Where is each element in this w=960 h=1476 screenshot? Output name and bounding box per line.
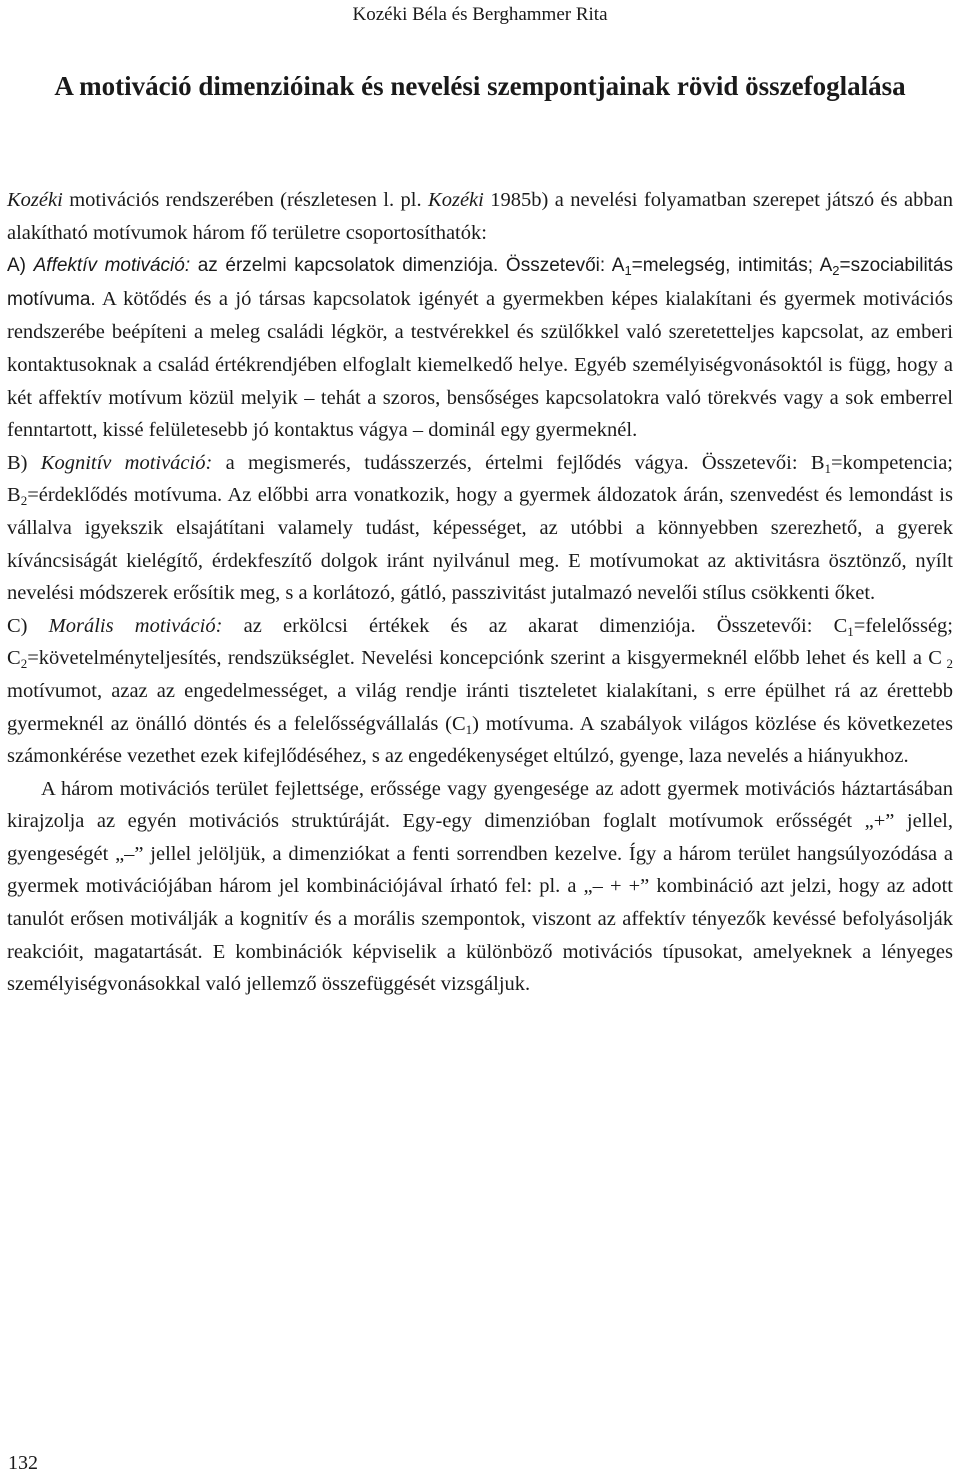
- subscript: 2: [20, 656, 28, 672]
- subscript: 1: [824, 460, 831, 476]
- running-header-authors: Kozéki Béla és Berghammer Rita: [352, 4, 608, 25]
- subscript: 1: [624, 263, 632, 279]
- label-c: C): [7, 614, 49, 637]
- text-run: A kötődés és a jó társas kapcsolatok igényét a gyermekben képes kialakítani és gyermek motivációs rendszerébe beépíteni a meleg családi légkör, a testvérekkel és szülőkkel való szeretetteljes kapcsolat, az emberi kontaktusoknak a család értékrendjében elfoglalt kiemelkedő helye. Egyéb személyiségvonásoktól is függ, hogy a két affektív motívum közül melyik – tehát a szoros, bensőséges kapcsolatokra való törekvés vagy a sok emberrel fenntartott, kissé felületesebb jó kontaktus vágya – dominál egy gyermeknél.: [7, 287, 953, 442]
- text-run: ) motívuma. A szabályok világos közlése és következetes számonkérése vezethet ezek kifejlődéséhez, s az engedékenységet eltúlzó, gyenge, laza nevelés a hiányukhoz.: [7, 712, 953, 768]
- label-a: A): [7, 255, 34, 277]
- term-affective: Affektív motiváció:: [33, 255, 191, 277]
- text-run: =szociabilitás motívuma.: [7, 255, 954, 310]
- text-run: az érzelmi kapcsolatok dimenziója. Összetevői: A: [190, 255, 625, 277]
- text-run: =melegség, intimitás; A: [631, 255, 833, 277]
- text-run: =követelményteljesítés, rendszükséglet. Nevelési koncepciónk szerint a kisgyermeknél előbb lehet és kell a C: [27, 647, 942, 670]
- paragraph-intro: [7, 184, 953, 249]
- text-run: a megismerés, tudásszerzés, értelmi fejlődés vágya. Összetevői: B: [212, 451, 825, 474]
- label-b: B): [7, 451, 41, 474]
- subscript: 1: [847, 623, 854, 639]
- subscript: 2: [832, 263, 840, 279]
- author-ref: Kozéki: [428, 189, 484, 211]
- text-run: motivációs rendszerében (részletesen l. pl.: [62, 189, 429, 211]
- text-run: Az előbbi arra vonatkozik, hogy a gyermek áldozatok árán, szenvedést és lemondást is vállalva igyekszik elsajátítani valamely tudást, képességet, az utóbbi a könnyebben szerezhető, a gyerek kíváncsiságát kielégítő, érdekfeszítő dolgok iránt nyilvánul meg. E motívumokat az aktivitásra ösztönző, nyílt nevelési módszerek erősítik meg, s a korlátozó, gátló, passzivitást jutalmazó nevelői stílus csökkenti őket.: [7, 484, 953, 605]
- page-number: 132: [8, 1452, 38, 1474]
- paragraph-cognitive: [7, 447, 953, 610]
- body-text: [7, 184, 953, 1001]
- text-run: 1985b) a nevelési folyamatban szerepet játszó és abban alakítható motívumok három fő területre csoportosíthatók:: [7, 189, 953, 244]
- term-moral: Morális motiváció:: [48, 614, 223, 637]
- text-run: motívumot, azaz az engedelmességet, a világ rendje iránti tiszteletet kialakítani, s erre épülhet rá az érettebb gyermeknél az önálló döntés és a felelősségvállalás (C: [7, 679, 953, 735]
- text-run: =érdeklődés motívuma.: [27, 484, 223, 507]
- subscript: 2: [20, 493, 28, 509]
- paragraph-moral: [7, 610, 953, 773]
- subscript: 1: [465, 721, 473, 737]
- text-run: az erkölcsi értékek és az akarat dimenziója. Összetevői: C: [222, 614, 848, 637]
- author-ref: Kozéki: [7, 189, 63, 211]
- paragraph-structure: A három motivációs terület fejlettsége, erőssége vagy gyengesége az adott gyermek motivációs háztartásában kirajzolja az egyén motivációs struktúráját. Egy-egy dimenzióban foglalt motívumok erősségét „+” jellel, gyengeségét „–” jellel jelöljük, a dimenziókat a fenti sorrendben kezelve. Így a három terület hangsúlyozódása a gyermek motivációjában három jel kombinációjával írható fel: pl. a „– + +” kombináció azt jelzi, hogy az adott tanulót erősen motiválják a kognitív és a morális szempontok, viszont az affektív tényezők kevéssé befolyásolják reakcióit, magatartását. E kombinációk képviselik a különböző motivációs típusokat, amelyeknek a lényeges személyiségvonásokkal való jellemző összefüggését vizsgáljuk.: [7, 777, 953, 996]
- text-run: =felelősség; C: [7, 614, 953, 670]
- text-run: =kompetencia; B: [7, 451, 953, 507]
- term-cognitive: Kognitív motiváció:: [40, 451, 213, 474]
- subscript: 2: [941, 656, 953, 672]
- section-title: A motiváció dimenzióinak és nevelési szempontjainak rövid összefoglalása: [54, 71, 906, 101]
- paragraph-affective: [7, 249, 953, 447]
